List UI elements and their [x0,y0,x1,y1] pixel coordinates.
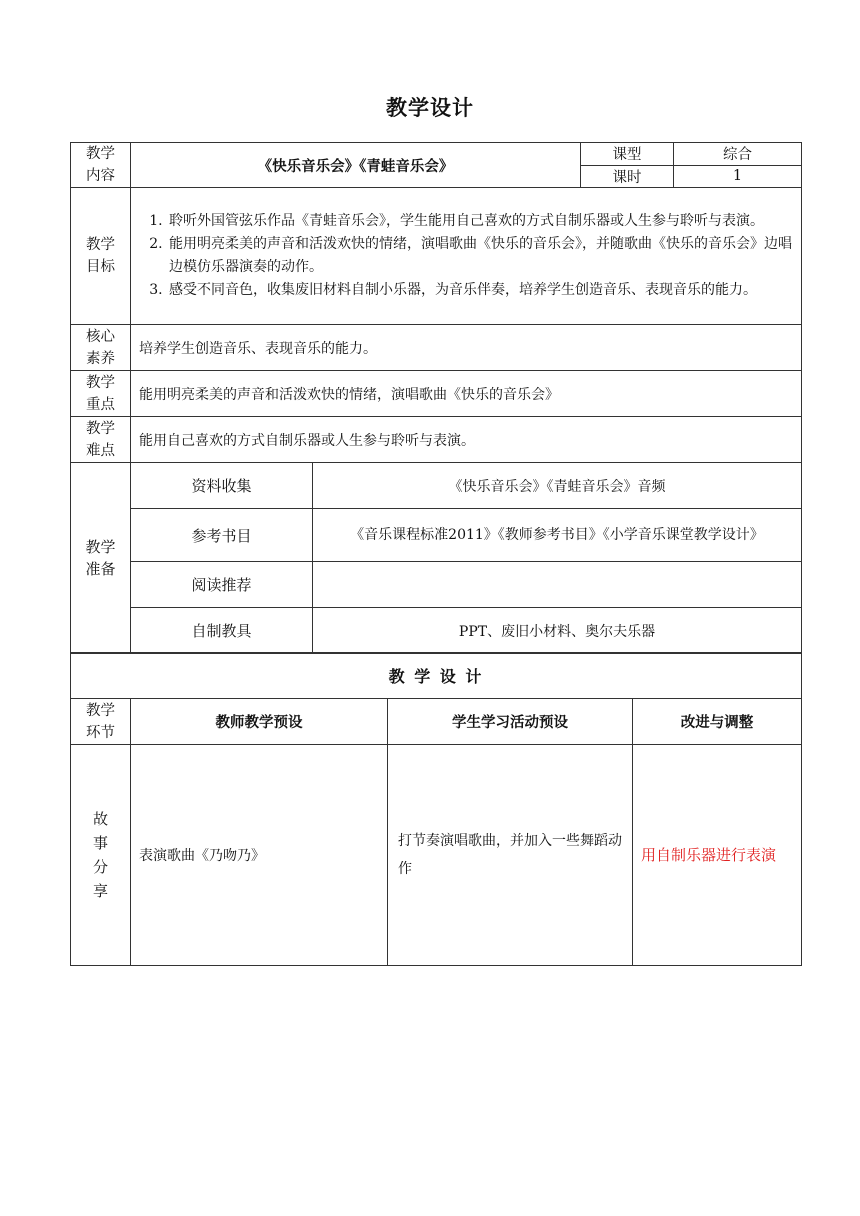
column-adjust: 改进与调整 [633,699,802,745]
prep-item-value: 《音乐课程标准2011》《教师参考书目》《小学音乐课堂教学设计》 [313,509,802,562]
key-point-value: 能用明亮柔美的声音和活泼欢快的情绪，演唱歌曲《快乐的音乐会》 [131,371,802,417]
column-stage: 教学环节 [71,699,131,745]
lesson-hours-value: 1 [674,165,802,188]
lesson-type-label: 课型 [581,143,674,166]
prep-item-value: PPT、废旧小材料、奥尔夫乐器 [313,608,802,654]
student-activity: 打节奏演唱歌曲，并加入一些舞蹈动作 [388,745,633,966]
teacher-activity: 表演歌曲《乃吻乃》 [131,745,388,966]
lesson-hours-label: 课时 [581,165,674,188]
content-label: 教学内容 [71,143,131,188]
prep-item-name: 参考书目 [131,509,313,562]
column-student: 学生学习活动预设 [388,699,633,745]
prep-item-value: 《快乐音乐会》《青蛙音乐会》音频 [313,463,802,509]
prep-label: 教学准备 [71,463,131,654]
goals-list [131,208,801,304]
column-teacher: 教师教学预设 [131,699,388,745]
key-point-label: 教学重点 [71,371,131,417]
document-title: 教学设计 [386,96,474,120]
difficulty-value: 能用自己喜欢的方式自制乐器或人生参与聆听与表演。 [131,417,802,463]
core-value: 培养学生创造音乐、表现音乐的能力。 [131,325,802,371]
core-label: 核心素养 [71,325,131,371]
design-table [70,652,802,966]
goal-item: 1. 聆听外国管弦乐作品《青蛙音乐会》，学生能用自己喜欢的方式自制乐器或人生参与聆听与表演。 [167,210,793,233]
goal-item: 2. 能用明亮柔美的声音和活泼欢快的情绪，演唱歌曲《快乐的音乐会》，并随歌曲《快乐的音乐会》边唱边模仿乐器演奏的动作。 [167,233,793,279]
goals-cell [131,188,802,325]
goal-item: 3. 感受不同音色，收集废旧材料自制小乐器，为音乐伴奏，培养学生创造音乐、表现音乐的能力。 [167,279,793,302]
prep-item-name: 自制教具 [131,608,313,654]
prep-table [70,462,802,654]
difficulty-label: 教学难点 [71,417,131,463]
prep-item-name: 资料收集 [131,463,313,509]
lesson-type-value: 综合 [674,143,802,166]
prep-item-value [313,562,802,608]
prep-item-name: 阅读推荐 [131,562,313,608]
lesson-info-table [70,142,802,463]
design-header: 教 学 设 计 [71,653,802,699]
content-value: 《快乐音乐会》《青蛙音乐会》 [131,143,581,188]
adjust-note: 用自制乐器进行表演 [633,745,802,966]
stage-name: 故事分享 [71,745,131,966]
goals-label: 教学目标 [71,188,131,325]
